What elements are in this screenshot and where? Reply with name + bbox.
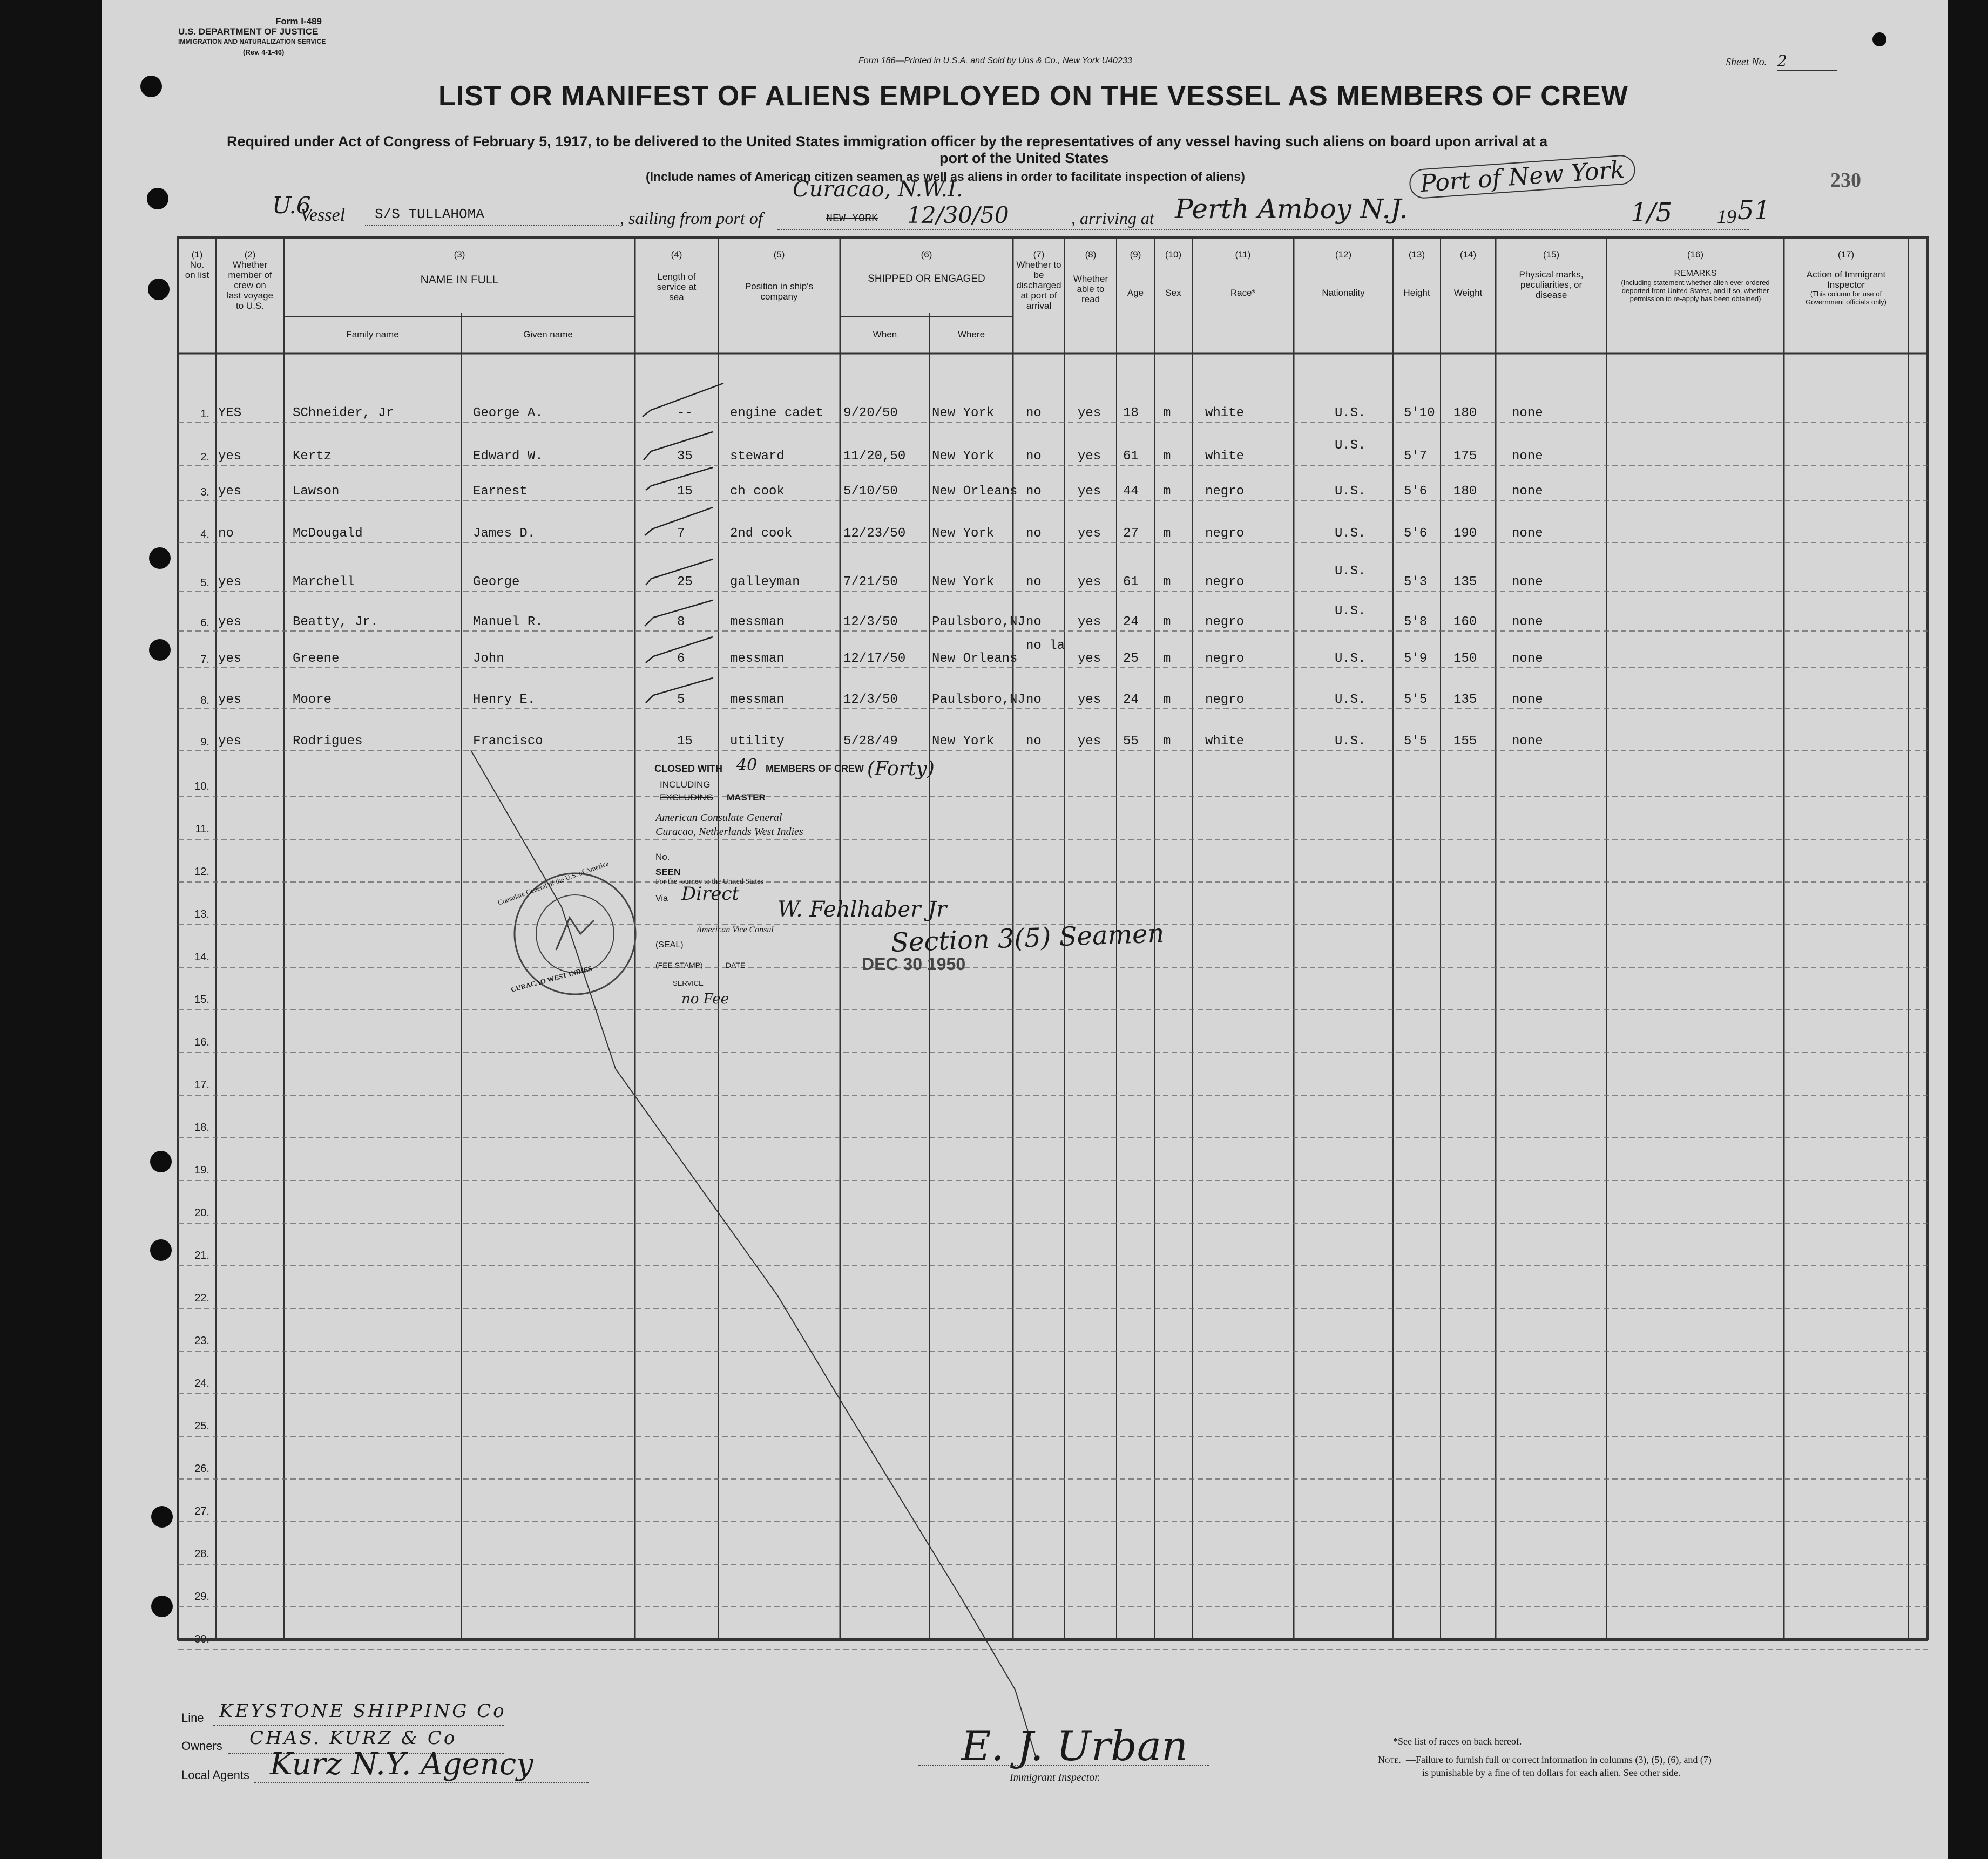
stamp-consulate: American Consulate General <box>655 812 782 824</box>
department-name: U.S. DEPARTMENT OF JUSTICE <box>178 26 319 37</box>
cell-read: yes <box>1078 406 1101 420</box>
cell-weight: 180 <box>1453 484 1477 499</box>
row-number: 29. <box>194 1591 209 1603</box>
cell-service: -- <box>677 406 693 420</box>
inspector-signature: E. J. Urban <box>961 1722 1188 1770</box>
row-number: 19. <box>194 1164 209 1176</box>
cell-weight: 180 <box>1453 406 1477 420</box>
cell-nationality: U.S. <box>1335 438 1366 453</box>
cell-service: 5 <box>677 693 685 707</box>
cell-where: New York <box>932 575 995 589</box>
col-header-last-voyage: (2) Whether member of crew on last voyage to U.S. <box>227 249 273 311</box>
cell-sex: m <box>1163 484 1171 499</box>
cell-when: 5/28/49 <box>843 734 898 749</box>
col-header-name: (3) NAME IN FULL <box>420 249 499 286</box>
row-number: 13. <box>194 908 209 920</box>
cell-position: steward <box>730 449 785 464</box>
col-header-where: Where <box>957 329 985 340</box>
cell-service: 25 <box>677 575 693 589</box>
col-header-sex: (10) Sex <box>1165 249 1182 298</box>
cell-family: McDougald <box>293 526 363 541</box>
row-number: 7. <box>200 654 209 666</box>
cell-read: yes <box>1078 693 1101 707</box>
cell-height: 5'8 <box>1404 615 1428 629</box>
cell-nationality: U.S. <box>1335 604 1366 619</box>
col-header-age: (9) Age <box>1127 249 1144 298</box>
stamp-master: MASTER <box>727 792 766 803</box>
cell-when: 12/3/50 <box>843 693 898 707</box>
cell-last-voyage: yes <box>218 615 242 629</box>
cell-nationality: U.S. <box>1335 734 1366 749</box>
row-number: 11. <box>195 823 209 835</box>
arrival-year: 51 <box>1737 195 1771 226</box>
cell-race: white <box>1205 449 1245 464</box>
sheet-number: 2 <box>1777 52 1837 71</box>
cell-service: 6 <box>677 652 685 666</box>
cell-height: 5'7 <box>1404 449 1428 464</box>
cell-weight: 135 <box>1453 575 1477 589</box>
stamp-fee-note: no Fee <box>681 991 729 1007</box>
cell-discharged: no <box>1026 615 1042 629</box>
sailing-port-struck: NEW YORK <box>826 213 878 225</box>
cell-given: James D. <box>473 526 536 541</box>
cell-marks: none <box>1512 484 1543 499</box>
cell-discharged: no la <box>1026 639 1065 653</box>
row-number: 25. <box>194 1420 209 1432</box>
row-number: 26. <box>194 1463 209 1475</box>
cell-marks: none <box>1512 449 1543 464</box>
cell-height: 5'9 <box>1404 652 1428 666</box>
row-number: 1. <box>200 408 209 420</box>
cell-last-voyage: no <box>218 526 234 541</box>
cell-last-voyage: yes <box>218 484 242 499</box>
cell-sex: m <box>1163 406 1171 420</box>
cell-height: 5'6 <box>1404 484 1428 499</box>
cell-given: Edward W. <box>473 449 543 464</box>
cell-age: 18 <box>1123 406 1139 420</box>
cell-where: New Orleans <box>932 484 1018 499</box>
cell-when: 7/21/50 <box>843 575 898 589</box>
stamp-journey: For the journey to the United States <box>655 878 763 886</box>
cell-read: yes <box>1078 734 1101 749</box>
cell-height: 5'5 <box>1404 693 1428 707</box>
row-number: 6. <box>200 617 209 629</box>
cell-race: negro <box>1205 484 1245 499</box>
row-number: 17. <box>194 1079 209 1091</box>
cell-weight: 160 <box>1453 615 1477 629</box>
col-header-nationality: (12) Nationality <box>1322 249 1365 298</box>
cell-weight: 190 <box>1453 526 1477 541</box>
arrival-day: 1/5 <box>1631 198 1673 228</box>
cell-marks: none <box>1512 615 1543 629</box>
sailing-date: 12/30/50 <box>907 202 1009 228</box>
cell-race: negro <box>1205 652 1245 666</box>
vessel-prefix-handwritten: U.6 <box>272 192 311 219</box>
col-header-family-name: Family name <box>346 329 399 340</box>
cell-age: 55 <box>1123 734 1139 749</box>
cell-sex: m <box>1163 449 1171 464</box>
row-number: 2. <box>200 451 209 463</box>
note-label: Note. <box>1378 1754 1401 1765</box>
row-number: 3. <box>200 486 209 498</box>
cell-position: messman <box>730 615 785 629</box>
cell-discharged: no <box>1026 449 1042 464</box>
arrival-year-prefix: 19 <box>1717 206 1736 227</box>
row-number: 4. <box>200 528 209 540</box>
cell-service: 15 <box>677 484 693 499</box>
cell-height: 5'10 <box>1404 406 1435 420</box>
seal-text-top: Consulate General of the U.S. of America <box>496 859 610 907</box>
cell-sex: m <box>1163 526 1171 541</box>
stamp-date-label: DATE <box>726 961 746 969</box>
line-value: KEYSTONE SHIPPING Co <box>219 1700 506 1722</box>
cell-sex: m <box>1163 652 1171 666</box>
inspector-label: Immigrant Inspector. <box>1010 1772 1100 1783</box>
row-number: 15. <box>194 994 209 1006</box>
cell-where: Paulsboro,NJ <box>932 693 1025 707</box>
vessel-name: S/S TULLAHOMA <box>375 206 484 222</box>
col-header-height: (13) Height <box>1403 249 1430 298</box>
stamp-fee-label: (FEE STAMP) <box>655 961 703 969</box>
cell-service: 15 <box>677 734 693 749</box>
agents-underline <box>254 1782 589 1783</box>
sheet-label: Sheet No. <box>1726 56 1767 68</box>
col-header-remarks: (16) REMARKS (Including statement whether alien ever ordered deported from United States, and if so, whether permission to re-apply has been obtained) <box>1621 249 1770 303</box>
cell-discharged: no <box>1026 406 1042 420</box>
page-stamp: 230 <box>1830 169 1861 192</box>
col-header-no: (1) No. on list <box>185 249 209 280</box>
row-number: 10. <box>194 781 209 792</box>
stamp-seal-label: (SEAL) <box>655 940 684 949</box>
col-header-position: (5) Position in ship's company <box>745 249 814 302</box>
cell-read: yes <box>1078 652 1101 666</box>
cell-position: ch cook <box>730 484 785 499</box>
cell-service: 8 <box>677 615 685 629</box>
cell-last-voyage: yes <box>218 693 242 707</box>
form-subtitle-2: port of the United States <box>939 150 1109 166</box>
cell-read: yes <box>1078 526 1101 541</box>
row-number: 20. <box>194 1207 209 1219</box>
cell-where: New York <box>932 449 995 464</box>
col-header-physical-marks: (15) Physical marks, peculiarities, or disease <box>1519 249 1584 300</box>
form-subtitle: Required under Act of Congress of February 5, 1917, to be delivered to the United States immigration officer by the representatives of any vessel having such aliens on board upon arrival at a <box>227 133 1548 150</box>
port-note: Port of New York <box>1409 154 1637 199</box>
cell-given: George A. <box>473 406 543 420</box>
cell-position: galleyman <box>730 575 800 589</box>
stamp-including: INCLUDING <box>660 779 711 790</box>
cell-marks: none <box>1512 526 1543 541</box>
cell-read: yes <box>1078 575 1101 589</box>
cell-age: 44 <box>1123 484 1139 499</box>
cell-where: New Orleans <box>932 652 1018 666</box>
row-number: 5. <box>200 577 209 589</box>
cell-given: John <box>473 652 504 666</box>
col-header-race: (11) Race* <box>1230 249 1256 298</box>
cell-family: SChneider, Jr <box>293 406 394 420</box>
cell-where: New York <box>932 406 995 420</box>
cell-nationality: U.S. <box>1335 406 1366 420</box>
cell-weight: 150 <box>1453 652 1477 666</box>
cell-marks: none <box>1512 406 1543 420</box>
inspector-underline <box>918 1765 1209 1766</box>
cell-race: negro <box>1205 575 1245 589</box>
cell-discharged: no <box>1026 734 1042 749</box>
row-number: 14. <box>194 951 209 963</box>
owners-label: Owners <box>181 1739 222 1753</box>
cell-family: Rodrigues <box>293 734 363 749</box>
cell-family: Marchell <box>293 575 355 589</box>
stamp-location: Curacao, Netherlands West Indies <box>655 826 803 838</box>
cell-age: 24 <box>1123 615 1139 629</box>
cell-race: white <box>1205 734 1245 749</box>
cell-position: utility <box>730 734 785 749</box>
cell-when: 11/20,50 <box>843 449 906 464</box>
col-header-inspector-action: (17) Action of Immigrant Inspector (This column for use of Government officials only) <box>1805 249 1887 306</box>
agents-value: Kurz N.Y. Agency <box>270 1747 533 1782</box>
line-label: Line <box>181 1711 204 1725</box>
note-text-2: is punishable by a fine of ten dollars for each alien. See other side. <box>1422 1767 1681 1778</box>
cell-height: 5'6 <box>1404 526 1428 541</box>
cell-when: 12/17/50 <box>843 652 906 666</box>
cell-family: Moore <box>293 693 332 707</box>
row-number: 16. <box>194 1036 209 1048</box>
row-number: 8. <box>200 695 209 707</box>
cell-race: negro <box>1205 526 1245 541</box>
vessel-label: Vessel <box>300 205 346 225</box>
section-note: Section 3(5) Seamen <box>890 918 1165 958</box>
form-number: Form I-489 <box>275 16 322 26</box>
cell-last-voyage: yes <box>218 575 242 589</box>
seal-text-bottom: CURACAO WEST INDIES <box>510 964 593 994</box>
cell-position: messman <box>730 693 785 707</box>
cell-read: yes <box>1078 615 1101 629</box>
col-header-shipped: (6) SHIPPED OR ENGAGED <box>868 249 985 284</box>
row-number: 18. <box>194 1122 209 1134</box>
row-number: 23. <box>194 1335 209 1347</box>
cell-weight: 175 <box>1453 449 1477 464</box>
footer-rule <box>178 1639 1928 1641</box>
cell-read: yes <box>1078 484 1101 499</box>
cell-sex: m <box>1163 693 1171 707</box>
cell-sex: m <box>1163 615 1171 629</box>
arriving-label: , arriving at <box>1071 208 1154 228</box>
cell-weight: 155 <box>1453 734 1477 749</box>
cell-when: 12/23/50 <box>843 526 906 541</box>
cell-given: Earnest <box>473 484 528 499</box>
cell-race: white <box>1205 406 1245 420</box>
row-number: 22. <box>194 1292 209 1304</box>
cell-last-voyage: yes <box>218 652 242 666</box>
stamp-members-label: MEMBERS OF CREW <box>766 763 864 774</box>
stamp-excluding: EXCLUDING <box>660 792 714 803</box>
cell-where: Paulsboro,NJ <box>932 615 1025 629</box>
cell-marks: none <box>1512 734 1543 749</box>
cell-given: Francisco <box>473 734 543 749</box>
cell-age: 25 <box>1123 652 1139 666</box>
cell-age: 24 <box>1123 693 1139 707</box>
cell-discharged: no <box>1026 484 1042 499</box>
cell-where: New York <box>932 734 995 749</box>
cell-family: Kertz <box>293 449 332 464</box>
cancel-line <box>471 750 1037 1760</box>
sailing-port: Curacao, N.W.I. <box>793 177 963 202</box>
cell-given: Manuel R. <box>473 615 543 629</box>
cell-marks: none <box>1512 693 1543 707</box>
form-instruction: (Include names of American citizen seamen as well as aliens in order to facilitate inspection of aliens) <box>646 169 1245 184</box>
cell-race: negro <box>1205 615 1245 629</box>
cell-height: 5'3 <box>1404 575 1428 589</box>
cell-nationality: U.S. <box>1335 484 1366 499</box>
row-number: 9. <box>200 736 209 748</box>
cell-service: 7 <box>677 526 685 541</box>
stamp-count-words: (Forty) <box>867 758 935 780</box>
cell-nationality: U.S. <box>1335 652 1366 666</box>
cell-nationality: U.S. <box>1335 693 1366 707</box>
cell-age: 27 <box>1123 526 1139 541</box>
col-header-discharged: (7) Whether to be discharged at port of arrival <box>1016 249 1061 311</box>
printer-line: Form 186—Printed in U.S.A. and Sold by Uns & Co., New York U40233 <box>858 56 1132 65</box>
cell-sex: m <box>1163 734 1171 749</box>
col-header-weight: (14) Weight <box>1453 249 1483 298</box>
cell-discharged: no <box>1026 575 1042 589</box>
cell-last-voyage: yes <box>218 734 242 749</box>
cell-service: 35 <box>677 449 693 464</box>
page-title: LIST OR MANIFEST OF ALIENS EMPLOYED ON THE VESSEL AS MEMBERS OF CREW <box>438 80 1628 112</box>
cell-marks: none <box>1512 652 1543 666</box>
cell-height: 5'5 <box>1404 734 1428 749</box>
line-underline <box>213 1725 504 1726</box>
cell-discharged: no <box>1026 693 1042 707</box>
cell-last-voyage: yes <box>218 449 242 464</box>
cell-family: Beatty, Jr. <box>293 615 378 629</box>
note-text-1: —Failure to furnish full or correct information in columns (3), (5), (6), and (7) <box>1406 1754 1712 1765</box>
cell-age: 61 <box>1123 449 1139 464</box>
cell-position: 2nd cook <box>730 526 793 541</box>
row-number: 24. <box>194 1378 209 1389</box>
cell-weight: 135 <box>1453 693 1477 707</box>
stamp-closed-with: CLOSED WITH <box>654 763 722 774</box>
row-number: 28. <box>194 1548 209 1560</box>
service-name: IMMIGRATION AND NATURALIZATION SERVICE <box>178 38 326 45</box>
col-header-given-name: Given name <box>523 329 573 340</box>
vice-consul-title: American Vice Consul <box>697 925 774 934</box>
cell-nationality: U.S. <box>1335 526 1366 541</box>
stamp-crew-count: 40 <box>736 756 758 775</box>
races-note: *See list of races on back hereof. <box>1393 1736 1522 1747</box>
cell-read: yes <box>1078 449 1101 464</box>
cell-when: 12/3/50 <box>843 615 898 629</box>
cell-age: 61 <box>1123 575 1139 589</box>
cell-when: 5/10/50 <box>843 484 898 499</box>
stamp-seen: SEEN <box>655 867 681 877</box>
cell-nationality: U.S. <box>1335 564 1366 579</box>
row-number: 12. <box>194 866 209 878</box>
row-number: 21. <box>194 1250 209 1261</box>
cell-given: Henry E. <box>473 693 536 707</box>
row-rules <box>178 422 1928 1650</box>
col-header-service: (4) Length of service at sea <box>657 249 697 302</box>
stamp-via-value: Direct <box>681 883 740 905</box>
cell-last-voyage: YES <box>218 406 242 420</box>
form-revision: (Rev. 4-1-46) <box>243 48 285 56</box>
stamp-via-label: Via <box>655 894 668 903</box>
cell-when: 9/20/50 <box>843 406 898 420</box>
cell-race: negro <box>1205 693 1245 707</box>
arriving-port: Perth Amboy N.J. <box>1175 193 1408 225</box>
cell-where: New York <box>932 526 995 541</box>
col-header-when: When <box>873 329 897 340</box>
cell-family: Greene <box>293 652 340 666</box>
cell-discharged: no <box>1026 526 1042 541</box>
stamp-service-label: SERVICE <box>673 979 704 987</box>
cell-marks: none <box>1512 575 1543 589</box>
stamp-date: DEC 30 1950 <box>862 954 966 974</box>
cell-position: messman <box>730 652 785 666</box>
sailing-label: , sailing from port of <box>620 208 763 228</box>
stamp-no-label: No. <box>655 852 670 862</box>
cell-family: Lawson <box>293 484 340 499</box>
cell-given: George <box>473 575 520 589</box>
vice-consul-signature: W. Fehlhaber Jr <box>777 897 947 922</box>
cell-position: engine cadet <box>730 406 823 420</box>
row-number: 27. <box>194 1505 209 1517</box>
owners-value: CHAS. KURZ & Co <box>249 1727 457 1749</box>
agents-label: Local Agents <box>181 1768 249 1782</box>
col-header-read: (8) Whether able to read <box>1073 249 1108 304</box>
cell-sex: m <box>1163 575 1171 589</box>
